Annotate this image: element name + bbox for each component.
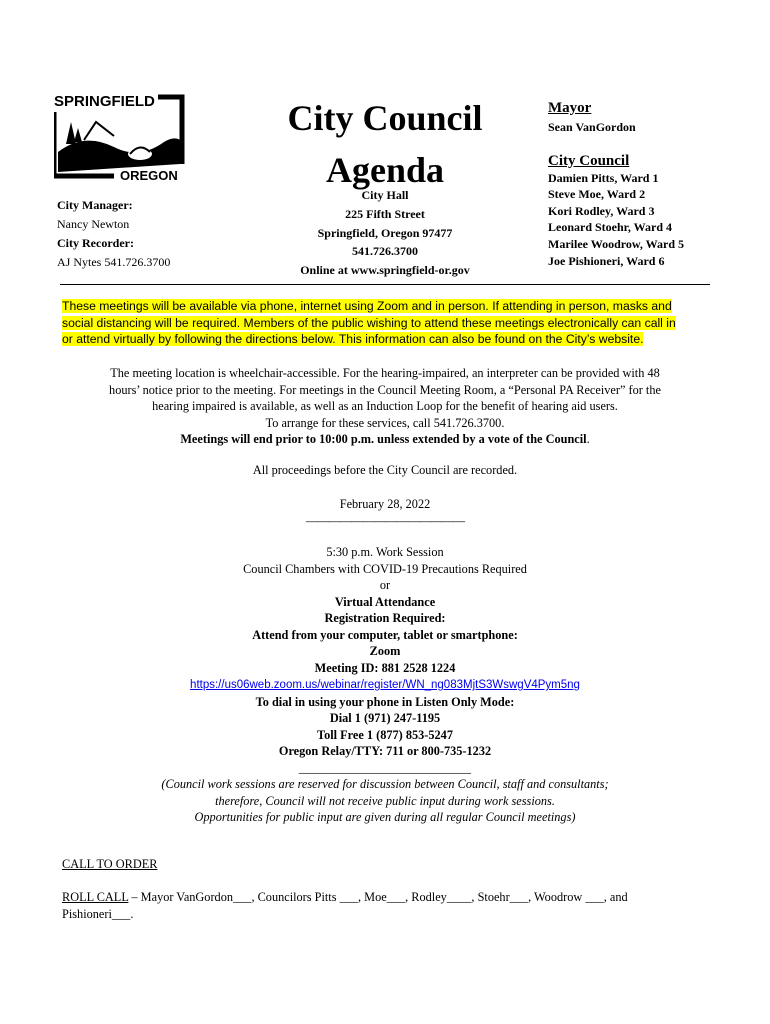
- session-or: or: [379, 578, 391, 592]
- accessibility-info: [60, 365, 710, 448]
- city-recorder-line: AJ Nytes 541.726.3700: [57, 255, 171, 269]
- hall-online: Online at www.springfield-or.gov: [300, 263, 470, 278]
- date-rule: ——————————————: [305, 513, 465, 528]
- meeting-notice: [62, 298, 712, 348]
- hall-street: 225 Fifth Street: [345, 206, 425, 221]
- session-place: Council Chambers with COVID-19 Precautions Required: [243, 561, 527, 576]
- notice-line: These meetings will be available via phone, internet using Zoom and in person. If attending in person, masks and: [62, 299, 672, 313]
- tollfree-number: Toll Free 1 (877) 853-5247: [317, 727, 453, 742]
- access-line: To arrange for these services, call 541.726.3700.: [265, 415, 505, 430]
- disclaimer-line: (Council work sessions are reserved for discussion between Council, staff and consultants;: [161, 777, 609, 791]
- council-member: Kori Rodley, Ward 3: [548, 203, 655, 218]
- city-manager-label: City Manager:: [57, 198, 133, 212]
- session-time: 5:30 p.m. Work Session: [326, 545, 444, 559]
- council-member: Joe Pishioneri, Ward 6: [548, 253, 665, 268]
- dial-number: Dial 1 (971) 247-1195: [329, 711, 441, 725]
- attend-from: Attend from your computer, tablet or smartphone:: [252, 627, 518, 642]
- logo-top-text: SPRINGFIELD: [54, 93, 155, 110]
- city-recorder-label: City Recorder:: [57, 236, 134, 250]
- notice-line: social distancing will be required. Members of the public wishing to attend these meetings electronically can call in: [62, 315, 676, 330]
- council-member: Leonard Stoehr, Ward 4: [548, 220, 673, 235]
- notice-line: or attend virtually by following the directions below. This information can also be found on the City’s website.: [62, 332, 644, 346]
- hall-phone: 541.726.3700: [352, 244, 418, 259]
- mayor-name: Sean VanGordon: [548, 120, 636, 134]
- hall-city: Springfield, Oregon 97477: [317, 225, 453, 240]
- call-to-order: CALL TO ORDER: [62, 857, 158, 871]
- city-staff-block: [57, 196, 170, 272]
- registration-required: Registration Required:: [324, 611, 446, 625]
- logo-bottom-text: OREGON: [120, 168, 178, 183]
- access-line: hearing impaired is available, as well as an Induction Loop for the benefit of hearing aid users.: [152, 399, 618, 413]
- roll-call-text-2: Pishioneri___.: [62, 906, 134, 921]
- end-time-period: .: [586, 432, 590, 446]
- session-rule: ____________________________: [298, 760, 472, 775]
- access-line: hours’ notice prior to the meeting. For meetings in the Council Meeting Room, a “Personal PA Receiver” for the: [109, 382, 661, 397]
- zoom-label: Zoom: [369, 644, 401, 658]
- disclaimer-line: Opportunities for public input are given during all regular Council meetings): [194, 810, 576, 824]
- relay-number: Oregon Relay/TTY: 711 or 800-735-1232: [278, 744, 492, 758]
- roll-call-text: – Mayor VanGordon___, Councilors Pitts ___, Moe___, Rodley____, Stoehr___, Woodrow ___, and: [128, 890, 628, 904]
- disclaimer-line: therefore, Council will not receive public input during work sessions.: [215, 793, 555, 808]
- city-hall-address: [262, 186, 508, 280]
- work-session-block: [60, 544, 710, 826]
- end-time-note: Meetings will end prior to 10:00 p.m. unless extended by a vote of the Council: [180, 432, 587, 446]
- roll-call-label: ROLL CALL: [62, 890, 129, 904]
- council-member: Damien Pitts, Ward 1: [548, 170, 659, 185]
- page-title: [270, 92, 500, 196]
- title-line-2: Agenda: [325, 150, 445, 190]
- hall-name: City Hall: [361, 188, 409, 202]
- council-member: Marilee Woodrow, Ward 5: [548, 236, 685, 251]
- access-line: The meeting location is wheelchair-accessible. For the hearing-impaired, an interpreter can be provided with 48: [110, 366, 660, 380]
- dial-heading: To dial in using your phone in Listen Only Mode:: [255, 694, 515, 709]
- zoom-registration-link[interactable]: https://us06web.zoom.us/webinar/register/WN_ng083MjtS3WswgV4Pym5ng: [190, 679, 580, 691]
- mayor-heading: Mayor: [548, 100, 592, 116]
- virtual-attendance: Virtual Attendance: [334, 594, 436, 609]
- council-heading: City Council: [548, 152, 630, 169]
- meeting-date: [60, 496, 710, 529]
- roll-call: [62, 889, 712, 922]
- city-manager-name: Nancy Newton: [57, 217, 130, 231]
- header-divider: [60, 284, 710, 285]
- council-member: Steve Moe, Ward 2: [548, 187, 646, 202]
- title-line-1: City Council: [287, 98, 483, 138]
- council-members-block: [548, 100, 684, 269]
- date-text: February 28, 2022: [339, 497, 431, 511]
- springfield-logo: [54, 92, 192, 184]
- meeting-id: Meeting ID: 881 2528 1224: [314, 660, 456, 675]
- recorded-note: All proceedings before the City Council are recorded.: [252, 463, 518, 477]
